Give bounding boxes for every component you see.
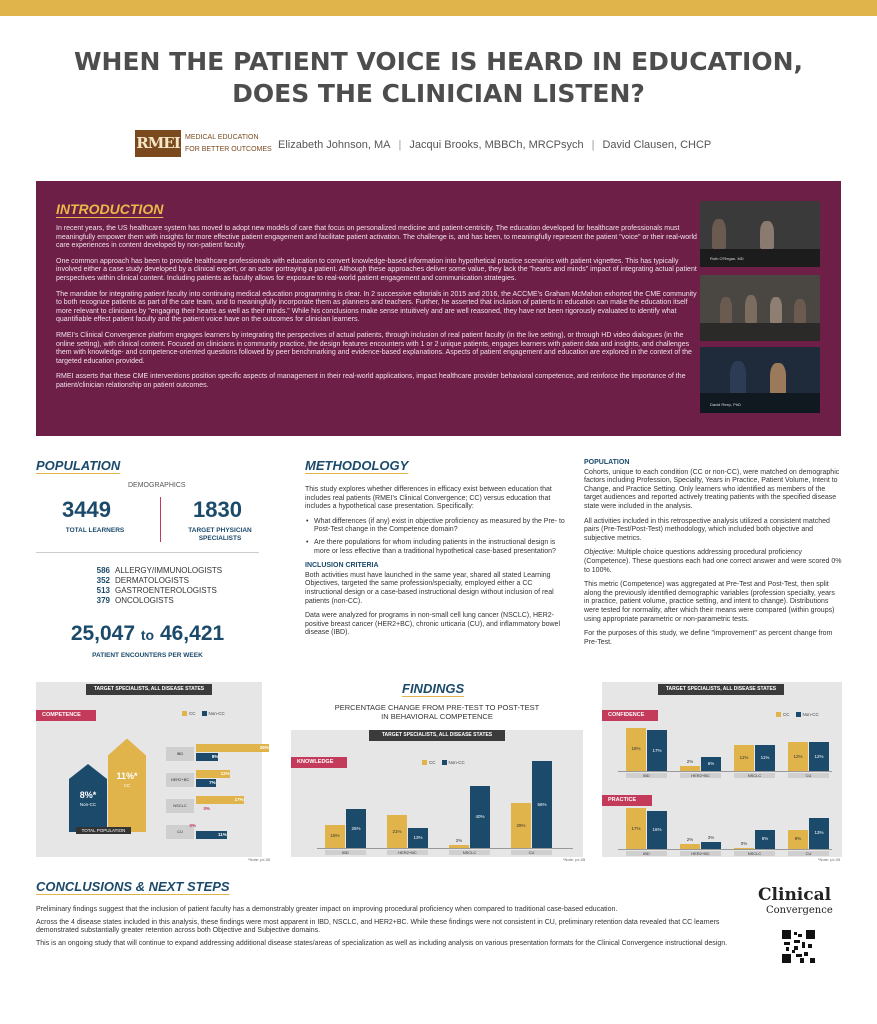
panel-header: TARGET SPECIALISTS, ALL DISEASE STATES — [369, 730, 505, 741]
value-label: 8% — [211, 754, 219, 759]
category-label: IBD — [166, 747, 194, 761]
value-label: 15% — [330, 833, 340, 839]
panel-header: TARGET SPECIALISTS, ALL DISEASE STATES — [86, 684, 212, 695]
author-3: David Clausen, CHCP — [602, 139, 712, 151]
qr-module — [800, 958, 804, 963]
conclusion-paragraph: This is an ongoing study that will continue to expand addressing additional disease states/areas of specialization as well as including analysis on various presentation formats for the Clinical Convergence instructional design. — [36, 939, 728, 947]
value-label: 17% — [652, 747, 662, 753]
category-label: CU — [788, 773, 829, 778]
noncc-swatch-icon — [796, 712, 801, 717]
target-physicians-label — [180, 527, 260, 543]
author-1: Elizabeth Johnson, MA — [278, 139, 391, 151]
photo-caption: Ruth O'Regan, MD — [710, 256, 744, 261]
list-item: • What differences (if any) exist in objective proficiency as measured by the Pre- to Post-Test change in the Competence domain? — [305, 518, 567, 535]
cc-swatch-icon — [422, 760, 427, 765]
category-label: IBD — [626, 773, 667, 778]
inclusion-paragraph: Data were analyzed for programs in non-small cell lung cancer (NSCLC), HER2-positive breast cancer (HER2+BC), chronic urticaria (CU), and inflammatory bowel disease (IBD). — [305, 612, 561, 637]
panel-header: TARGET SPECIALISTS, ALL DISEASE STATES — [658, 684, 784, 695]
value-label: 8% — [794, 836, 802, 842]
qr-module — [798, 934, 802, 937]
value-label: 11% — [760, 754, 770, 760]
findings-subtitle-2: IN BEHAVIORAL COMPETENCE — [381, 712, 493, 721]
category-label: HER2+BC — [680, 773, 721, 778]
encounters-to: to — [140, 627, 155, 643]
objective-lead: Objective: — [584, 549, 616, 557]
category-label: NSCLC — [734, 773, 775, 778]
knowledge-chart-panel — [291, 730, 583, 857]
chart-legend — [770, 712, 819, 717]
legend-cc: CC — [429, 760, 436, 765]
population-paragraph: This metric (Competence) was aggregated at Pre-Test and Post-Test, then split along the previously identified demographic variables (profession specialty, years in practice, patient volume, practice setting, and intent to change). Distributions were tested for normality, after which their means were compared (within groups) using appropriate parametric or non-parametric tests. — [584, 581, 835, 623]
value-label: 7% — [209, 780, 216, 785]
qr-module — [782, 930, 791, 939]
cc-logo-line-1: Clinical — [758, 885, 832, 905]
value-label: 11%* — [116, 770, 138, 781]
bar — [680, 844, 700, 849]
value-label: 56% — [537, 801, 547, 807]
value-label: 2% — [686, 837, 694, 843]
qr-module — [802, 942, 805, 948]
conclusion-paragraph: Across the 4 disease states included in this analysis, these findings were most apparent in IBD, NSCLC, and HER2+BC. While these findings were not consistent in CU, preliminary retention data revealed that CC learners demonstrated substantially greater retention across both Objective and Subjective domains. — [36, 918, 720, 935]
target-physicians-value: 1830 — [193, 497, 242, 522]
noncc-swatch-icon — [202, 711, 207, 716]
value-label: 13% — [413, 834, 423, 840]
legend-noncc: Non-CC — [802, 712, 819, 717]
total-learners-value: 3449 — [62, 497, 111, 522]
specialty-name: ALLERGY/IMMUNOLOGISTS — [115, 566, 223, 575]
footnote: *Note: p≤.05 — [248, 857, 271, 862]
legend-cc: CC — [783, 712, 790, 717]
author-list: Elizabeth Johnson, MA | Jacqui Brooks, MBBCh, MRCPsych | David Clausen, CHCP — [278, 139, 712, 151]
specialty-count: 586 — [96, 566, 110, 575]
logo-line-1: MEDICAL EDUCATION — [185, 134, 259, 141]
value-label: 0% — [740, 841, 748, 846]
noncc-swatch-icon — [442, 760, 447, 765]
qr-module — [796, 954, 802, 957]
category-label: TOTAL POPULATION — [76, 827, 131, 834]
value-label: 26% — [259, 745, 269, 750]
legend-cc: CC — [189, 711, 196, 716]
value-label: 0% — [189, 823, 196, 828]
rmei-logo-mark: RMEI — [135, 130, 181, 157]
qr-module — [792, 950, 795, 953]
specialty-count: 379 — [96, 596, 110, 605]
objective-text: Multiple choice questions addressing procedural proficiency (Competence). These questions each had one correct answer and were scored 0% to 100%. — [584, 549, 842, 574]
confidence-practice-chart-panel — [602, 682, 842, 857]
population-paragraph: Cohorts, unique to each condition (CC or non-CC), were matched on demographic factors including Profession, Specialty, Years in Practice, Patient Volume, Intent to Change, and Practice Setting. Only learners who identified as members of the target audiences and reported actively treating patients with the specified disease state were included in the analysis. — [584, 468, 840, 510]
competence-chart-panel — [36, 682, 269, 857]
qr-module — [806, 930, 815, 939]
category-label: IBD — [325, 850, 366, 855]
specialty-count: 513 — [96, 586, 110, 595]
panel-photo-2 — [700, 275, 820, 341]
population-paragraph — [584, 549, 842, 575]
demographics-label: DEMOGRAPHICS — [128, 482, 186, 489]
baseline — [317, 848, 573, 849]
category-label: CU — [166, 825, 194, 839]
value-label: 13% — [814, 830, 824, 836]
value-label: 16% — [652, 826, 662, 832]
clinical-convergence-logo — [758, 885, 842, 919]
category-label: CU — [511, 850, 552, 855]
specialty-row — [90, 586, 217, 595]
knowledge-tag: KNOWLEDGE — [291, 757, 347, 768]
methodology-questions — [305, 518, 567, 556]
bar — [449, 845, 469, 848]
findings-heading: FINDINGS — [402, 681, 465, 696]
intro-paragraph: In recent years, the US healthcare system has moved to adopt new models of care that focus on personalized medicine and patient-centricity. The education developed for healthcare professionals must meaningfully empower them with insights for more effective patient engagement and facilitate patient activation. The challenge is, and has been, to meaningfully represent the patient "voice" or their real-world care experiences in content developed by non-patient faculty. — [56, 225, 697, 250]
category-label: HER2+BC — [387, 850, 428, 855]
findings-subtitle-1: PERCENTAGE CHANGE FROM PRE-TEST TO POST-TEST — [334, 703, 540, 712]
qr-module — [786, 947, 789, 951]
title-line-1: WHEN THE PATIENT VOICE IS HEARD IN EDUCATION, — [73, 47, 803, 76]
value-label: 2% — [455, 837, 463, 843]
introduction-text — [56, 225, 698, 398]
cc-swatch-icon — [182, 711, 187, 716]
conclusion-paragraph: Preliminary findings suggest that the inclusion of patient faculty has a demonstrably greater impact on improving procedural proficiency when compared to traditional case-based education. — [36, 906, 618, 913]
cc-swatch-icon — [776, 712, 781, 717]
footnote: *Note: p≤.05 — [818, 857, 841, 862]
population-methods-text — [584, 459, 842, 653]
population-paragraph: All activities included in this retrospective analysis utilized a consistent matched pairs (Pre-Test/Post-Test) methodology, which included both objective and subjective metrics. — [584, 517, 830, 542]
title-line-2: DOES THE CLINICIAN LISTEN? — [232, 79, 645, 108]
category-label: NSCLC — [734, 851, 775, 856]
value-label: 40% — [475, 814, 485, 819]
value-label: 17% — [631, 825, 641, 831]
legend-noncc: Non-CC — [448, 760, 465, 765]
methodology-heading: METHODOLOGY — [305, 458, 409, 473]
target-physicians-label-2: SPECIALISTS — [198, 535, 242, 542]
value-label: 25% — [351, 825, 361, 831]
value-label: 3% — [707, 834, 715, 840]
value-label: 8% — [761, 836, 769, 842]
specialty-row — [90, 566, 222, 575]
patient-encounters-range — [36, 622, 259, 646]
qr-module — [810, 958, 815, 963]
population-methods-heading: POPULATION — [584, 459, 630, 466]
findings-subtitle — [292, 703, 582, 721]
chart-legend — [176, 711, 225, 716]
chart-legend — [416, 760, 465, 765]
value-label: CC — [123, 782, 131, 788]
value-label: 8%* — [79, 790, 97, 800]
category-label: NSCLC — [166, 799, 194, 813]
methodology-text — [305, 486, 567, 644]
population-paragraph: For the purposes of this study, we define "improvement" as percent change from Pre-Test. — [584, 630, 833, 646]
target-physicians-label-1: TARGET PHYSICIAN — [188, 527, 252, 534]
confidence-tag: CONFIDENCE — [602, 710, 658, 721]
value-label: 12% — [814, 753, 824, 759]
competence-tag: COMPETENCE — [36, 710, 96, 721]
methodology-intro: This study explores whether differences in efficacy exist between education that includes real patients (RMEI's Clinical Convergence; CC) versus education that includes a hypothetical case presentation. Specifically: — [305, 486, 552, 511]
photo-caption: David Reep, PhD — [710, 402, 741, 407]
list-item: • Are there populations for whom including patients in the instructional design is more or less effective than a traditional hypothetical case-based presentation? — [305, 539, 567, 556]
intro-paragraph: RMEI asserts that these CME interventions position specific aspects of management in their real-world applications, impact healthcare provider behavioral competence, and reinforce the importance of the patient/clinician relationship on patient outcomes. — [56, 373, 686, 389]
intro-paragraph: The mandate for integrating patient faculty into continuing medical education programming is clear. In 2 successive editorials in 2015 and 2016, the ACCME's Graham McMahon exhorted the CME community to both recognize patients as part of the care team, and to meaningfully incorporate them as planners and teachers. Further, he asserted that inclusion of patients in education can make the education itself more relevant to clinicians by "engaging their hearts as well as their minds." While his conclusions make sense intuitively and are well reasoned, they have not been rigorously evaluated to identify what quantifiable effect patient faculty and the patient voice have on the outcomes for clinician learners. — [56, 290, 697, 324]
bar — [701, 842, 721, 849]
specialty-name: GASTROENTEROLOGISTS — [115, 586, 217, 595]
population-heading: POPULATION — [36, 458, 121, 473]
panel-photo-3 — [700, 347, 820, 413]
bar — [680, 766, 700, 771]
qr-module — [782, 954, 791, 963]
category-label: HER2+BC — [166, 773, 194, 787]
author-2: Jacqui Brooks, MBBCh, MRCPsych — [409, 139, 584, 151]
cc-logo-line-2: Convergence — [766, 905, 833, 916]
qr-module — [794, 932, 797, 935]
baseline — [618, 849, 832, 850]
value-label: 2% — [686, 759, 694, 765]
category-label: NSCLC — [449, 850, 490, 855]
introduction-heading: INTRODUCTION — [56, 201, 164, 217]
value-label: 12% — [793, 753, 803, 759]
specialty-name: ONCOLOGISTS — [115, 596, 174, 605]
total-learners-label: TOTAL LEARNERS — [65, 527, 125, 534]
qr-module — [784, 942, 790, 945]
poster-title — [0, 46, 877, 110]
value-label: 17% — [234, 797, 244, 802]
inclusion-criteria-heading: INCLUSION CRITERIA — [305, 562, 379, 570]
qr-code-icon[interactable] — [782, 930, 815, 963]
conclusions-heading: CONCLUSIONS & NEXT STEPS — [36, 879, 230, 894]
bar — [734, 848, 754, 849]
divider — [160, 497, 161, 542]
inclusion-paragraph: Both activities must have launched in the same year, shared all stated Learning Objectives, targeted the same profession/specialty, employed either a CC instructional design or a case-based instructional design without inclusion of real patients (non-CC). — [305, 571, 554, 605]
intro-paragraph: RMEI's Clinical Convergence platform engages learners by integrating the perspectives of actual patients, through inclusion of real patient faculty (in the live setting), or through HD video dialogues (in the online setting), with clinical content. Focused on clinicians in community practice, the design features encounters with 1 or 2 unique patients, engages learners with patient data and insights, and challenges them with knowledge- and competence-oriented questions followed by peer benchmarking and evidence-based explanations. Aspects of patient engagement and education are explored in the context of the targeted education provided. — [56, 331, 692, 365]
logo-line-2: FOR BETTER OUTCOMES — [185, 146, 272, 153]
footnote: *Note: p≤.05 — [563, 857, 586, 862]
qr-module — [808, 944, 812, 948]
value-label: Non-CC — [79, 802, 97, 807]
value-label: 6% — [707, 760, 715, 766]
value-label: 21% — [392, 828, 402, 834]
intro-paragraph: One common approach has been to provide healthcare professionals with education to convert knowledge-based information into hypothetical practice scenarios with patient vignettes. This has typically involved either a case study developed by a clinical expert, or an actor portraying a patient. Although these approaches deliver some value, they lack the "hearts and minds" impact of integrating actual patient perspectives within clinical content. Including patients as faculty allows for exposure to real-world patient engagement and communication strategies. — [56, 257, 697, 282]
value-label: 29% — [516, 822, 526, 828]
value-label: 0% — [203, 806, 210, 811]
value-label: 12% — [220, 771, 230, 776]
encounters-low: 25,047 — [70, 622, 136, 645]
legend-noncc: Non-CC — [208, 711, 225, 716]
qr-module — [794, 940, 800, 943]
conclusions-text — [36, 906, 736, 952]
specialty-name: DERMATOLOGISTS — [115, 576, 189, 585]
value-label: 11% — [218, 832, 227, 837]
value-label: 18% — [631, 746, 641, 752]
specialty-row — [90, 576, 189, 585]
panel-photo-1 — [700, 201, 820, 267]
rmei-logo — [135, 130, 272, 157]
specialty-row — [90, 596, 174, 605]
divider — [36, 552, 259, 553]
category-label: CU — [788, 851, 829, 856]
category-label: IBD — [626, 851, 667, 856]
qr-module — [804, 952, 808, 956]
introduction-section — [36, 181, 841, 436]
category-label: HER2+BC — [680, 851, 721, 856]
patient-encounters-label: PATIENT ENCOUNTERS PER WEEK — [92, 652, 203, 659]
practice-tag: PRACTICE — [602, 795, 652, 806]
encounters-high: 46,421 — [159, 622, 225, 645]
specialty-count: 352 — [96, 576, 110, 585]
top-accent-bar — [0, 0, 877, 16]
value-label: 11% — [739, 754, 749, 760]
baseline — [618, 771, 832, 772]
